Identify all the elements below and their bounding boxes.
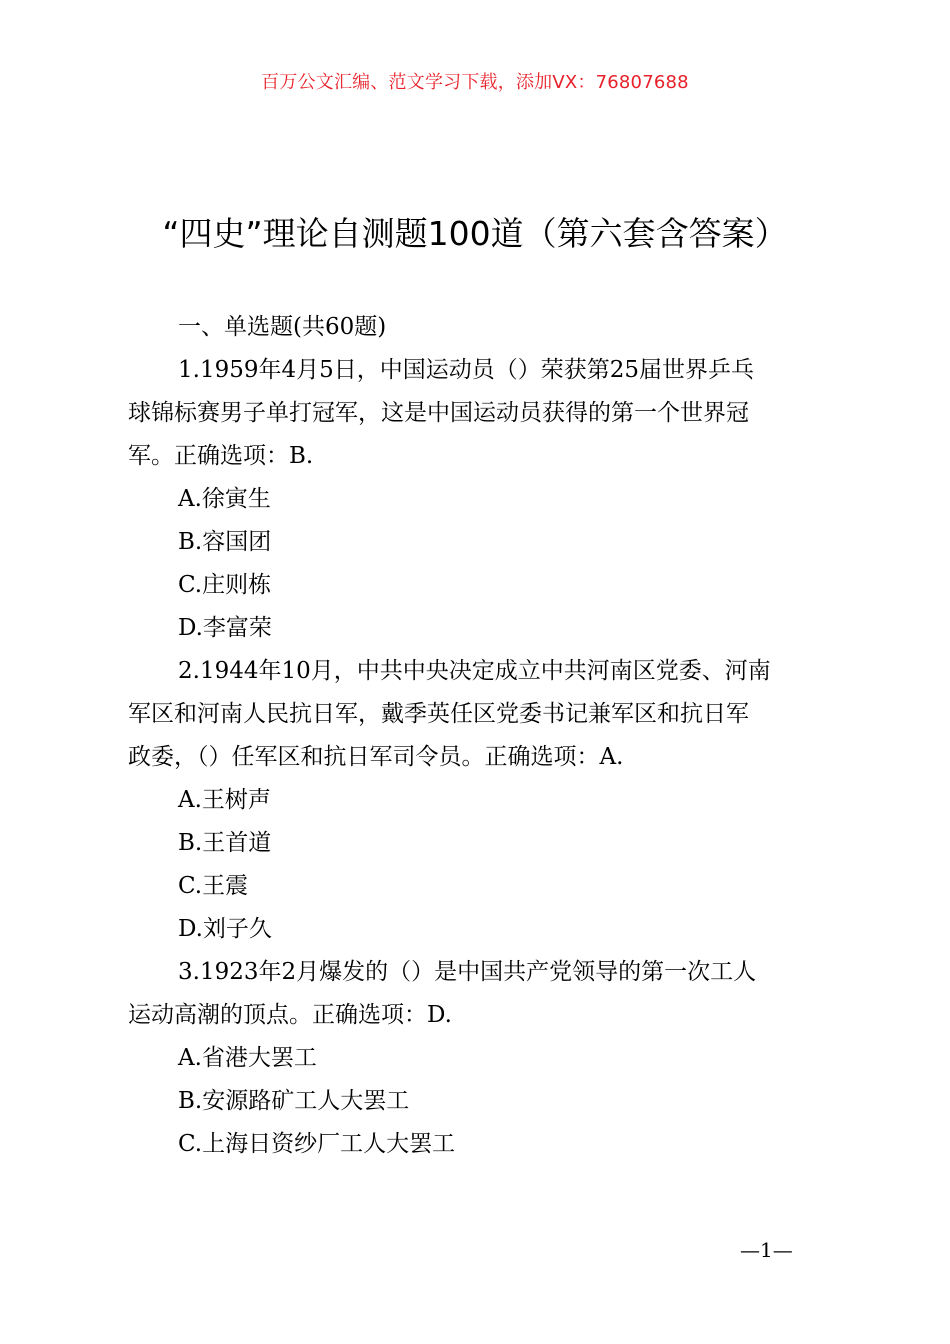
document-title: “四史”理论自测题100道（第六套含答案） (162, 214, 788, 253)
answer-option: A.王树声 (178, 787, 271, 813)
question-text-line: 1.1959年4月5日，中国运动员（）荣获第25届世界乒乓 (178, 357, 755, 383)
question-text-line: 军区和河南人民抗日军，戴季英任区党委书记兼军区和抗日军 (128, 701, 749, 727)
question-text-line: 3.1923年2月爆发的（）是中国共产党领导的第一次工人 (178, 959, 757, 985)
answer-option: A.徐寅生 (178, 486, 271, 512)
answer-option: D.李富荣 (178, 615, 272, 641)
section-heading: 一、单选题(共60题) (178, 314, 387, 340)
answer-option: B.安源路矿工人大罢工 (178, 1088, 410, 1114)
answer-option: C.上海日资纱厂工人大罢工 (178, 1131, 456, 1157)
header-note: 百万公文汇编、范文学习下载，添加VX：76807688 (261, 72, 689, 93)
question-text-line: 政委，（）任军区和抗日军司令员。正确选项：A. (128, 744, 624, 770)
answer-option: C.王震 (178, 873, 249, 899)
question-text-line: 球锦标赛男子单打冠军，这是中国运动员获得的第一个世界冠 (128, 400, 749, 426)
question-text-line: 2.1944年10月，中共中央决定成立中共河南区党委、河南 (178, 658, 771, 684)
question-1 (128, 349, 833, 650)
answer-option: A.省港大罢工 (178, 1045, 317, 1071)
answer-option: B.容国团 (178, 529, 272, 555)
answer-option: C.庄则栋 (178, 572, 272, 598)
question-text-line: 运动高潮的顶点。正确选项：D. (128, 1002, 452, 1028)
question-2 (128, 650, 833, 951)
question-text-line: 军。正确选项：B. (128, 443, 314, 469)
answer-option: B.王首道 (178, 830, 272, 856)
document-body (128, 306, 833, 1166)
page-number: —1— (740, 1238, 793, 1262)
answer-option: D.刘子久 (178, 916, 272, 942)
question-3 (128, 951, 833, 1166)
